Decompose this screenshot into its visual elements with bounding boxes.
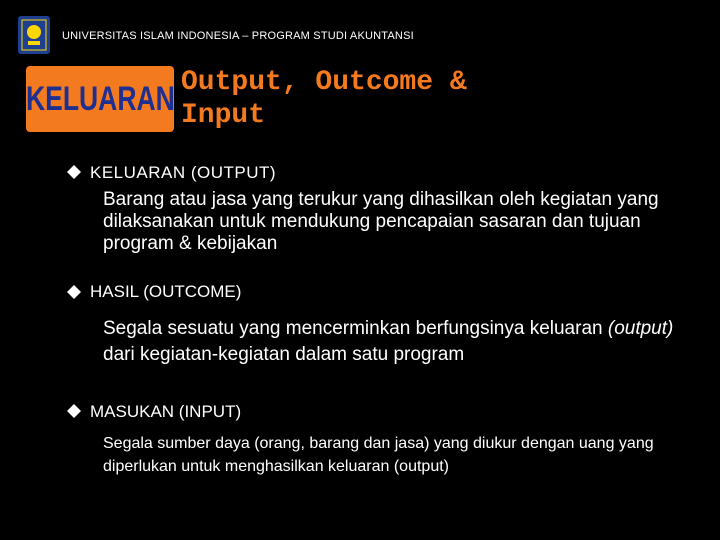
keluaran-badge (26, 66, 174, 132)
section-heading-outcome: HASIL (OUTCOME) (90, 282, 242, 301)
section-body-output: Barang atau jasa yang terukur yang dihasilkan oleh kegiatan yang dilaksanakan untuk mendukung pencapaian sasaran dan tujuan program & kebijakan (103, 189, 659, 254)
title-line-2: Input (181, 100, 266, 131)
university-emblem-icon (18, 16, 50, 54)
badge-text: KELUARAN (25, 79, 175, 118)
body-text: Segala sesuatu yang mencerminkan berfungsinya keluaran (103, 318, 608, 339)
section-body-outcome (103, 316, 703, 368)
page-title (181, 66, 701, 132)
title-line-1: Output, Outcome & (181, 67, 467, 98)
body-text: dari kegiatan-kegiatan dalam satu program (103, 344, 465, 365)
diamond-bullet-icon (66, 284, 82, 300)
section-body-input: Segala sumber daya (orang, barang dan jasa) yang diukur dengan uang yang diperlukan untuk menghasilkan keluaran (output) (103, 435, 654, 475)
diamond-bullet-icon (66, 403, 82, 419)
header-institution: UNIVERSITAS ISLAM INDONESIA – PROGRAM STUDI AKUNTANSI (62, 30, 414, 42)
section-heading-output: KELUARAN (OUTPUT) (90, 163, 277, 182)
body-italic: (output) (607, 318, 674, 339)
diamond-bullet-icon (66, 164, 82, 180)
section-heading-input: MASUKAN (INPUT) (90, 402, 242, 421)
